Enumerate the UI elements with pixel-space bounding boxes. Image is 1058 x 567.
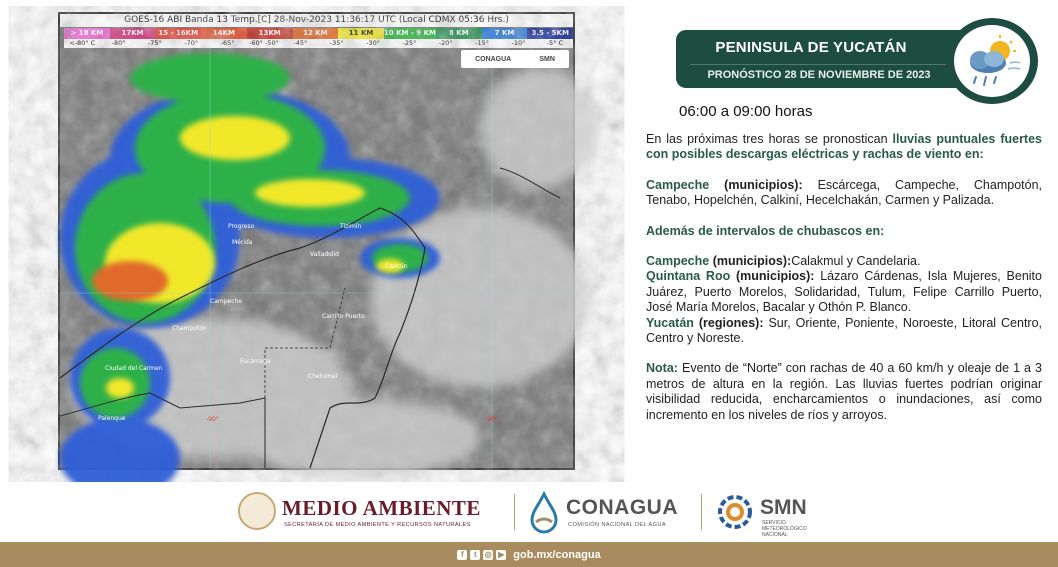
temperature-scale: [64, 39, 573, 48]
scale-temp: -65°: [220, 39, 235, 47]
scale-band: 15 - 16KM: [155, 28, 201, 39]
scale-temp: -10°: [511, 39, 526, 47]
scale-temp: -70°: [184, 39, 199, 47]
logo-divider: [514, 494, 515, 530]
scale-temp: -25°: [402, 39, 417, 47]
scale-temp: -5° C: [546, 39, 564, 47]
scale-band: 13KM: [247, 28, 293, 39]
scale-temp: -75°: [147, 39, 162, 47]
scale-temp: -35°: [329, 39, 344, 47]
scale-band: > 18 KM: [64, 28, 110, 39]
weather-badge: [946, 18, 1038, 104]
website-link[interactable]: gob.mx/conagua: [513, 548, 601, 561]
quintana-roo-showers: Quintana Roo (municipios): Lázaro Cárdenas, Isla Mujeres, Benito Juárez, Puerto Morelos, Solidaridad, Tulum, Felipe Carrillo Puerto, José María Morelos, Bacalar y Othón P. Blanco.: [646, 269, 1042, 315]
scale-band: 8 KM: [436, 28, 482, 39]
conagua-logo: CONAGUA COMISIÓN NACIONAL DEL AGUA: [528, 490, 688, 534]
scale-temp: -20°: [438, 39, 453, 47]
time-range: 06:00 a 09:00 horas: [679, 103, 813, 120]
scale-band: 17KM: [110, 28, 156, 39]
city-label: Palenque: [98, 415, 126, 422]
scale-band: 3.5 - 5KM: [527, 28, 573, 39]
city-label: Mérida: [232, 239, 253, 246]
scale-temp: <-80° C: [69, 39, 96, 47]
city-label: Ciudad del Carmen: [105, 365, 163, 372]
facebook-icon[interactable]: f: [457, 550, 467, 560]
scale-temp: -80°: [111, 39, 126, 47]
gridline-label: -90°: [206, 416, 219, 423]
city-label: Chetumal: [308, 373, 338, 380]
conagua-small-logo: CONAGUA: [475, 55, 512, 63]
city-label: Tizimín: [340, 223, 362, 230]
note-paragraph: Nota: Evento de “Norte” con rachas de 40 a 60 km/h y oleaje de 1 a 3 metros de altura en la región. Las lluvias fuertes podrían originar visibilidad reducida, encharcamientos o inundaciones, así como incremento en los niveles de ríos y arroyos.: [646, 361, 1042, 422]
scale-band: 12 KM: [293, 28, 339, 39]
color-scale: [64, 28, 573, 39]
city-label: Carrillo Puerto: [322, 313, 365, 320]
city-label: Progreso: [228, 223, 255, 230]
footer-bar: [0, 542, 1058, 567]
logo-divider: [701, 494, 702, 530]
scale-temp: -45°: [293, 39, 308, 47]
city-label: Valladolid: [310, 251, 339, 258]
forecast-date: PRONÓSTICO 28 DE NOVIEMBRE DE 2023: [690, 64, 948, 82]
scale-band: 10 KM - 9 KM: [383, 29, 436, 37]
scale-band: 14KM: [201, 28, 247, 39]
instagram-icon[interactable]: ◎: [484, 549, 492, 559]
twitter-icon[interactable]: t: [470, 550, 480, 560]
campeche-storms: Campeche (municipios): Escárcega, Campeche, Champotón, Tenabo, Hopelchén, Calkiní, Hecelchakán, Carmen y Palizada.: [646, 177, 1042, 208]
city-label: Escárcega: [240, 358, 271, 365]
intro-paragraph: En las próximas tres horas se pronostican lluvias puntuales fuertes con posibles descargas eléctricas y rachas de viento en:: [646, 132, 1043, 162]
smn-logo: SMN SERVICIO METEOROLÓGICO NACIONAL: [716, 490, 826, 534]
scale-temp: -15°: [475, 39, 490, 47]
smn-spiral-icon: [716, 493, 754, 531]
weather-rain-sun-icon: [960, 33, 1024, 89]
scale-temp: -60° -50°: [249, 39, 279, 47]
scale-temp: -30°: [366, 39, 380, 47]
city-label: Campeche: [210, 298, 243, 305]
showers-heading: Además de intervalos de chubascos en:: [646, 223, 885, 238]
mexico-emblem-icon: [238, 492, 276, 530]
scale-band: 7 KM: [482, 28, 528, 39]
scale-band: 11 KM: [338, 28, 384, 39]
intro-highlight: lluvias puntuales fuertes con posibles descargas eléctricas y rachas de viento en:: [646, 132, 1043, 162]
satellite-image: [58, 12, 575, 470]
city-label: Champotón: [172, 325, 207, 332]
yucatan-showers: Yucatán (regiones): Sur, Oriente, Poniente, Noroeste, Litoral Centro, Centro y Noreste.: [646, 315, 1043, 346]
conagua-drop-icon: [528, 492, 560, 532]
smn-small-logo: SMN: [539, 55, 555, 63]
medio-ambiente-logo: MEDIO AMBIENTE SECRETARÍA DE MEDIO AMBIENTE Y RECURSOS NATURALES: [238, 490, 500, 534]
satellite-map: [60, 48, 573, 468]
youtube-icon[interactable]: ▶: [498, 549, 505, 559]
forecast-body: [646, 132, 1042, 423]
satellite-title: GOES-16 ABI Banda 13 Temp.[C] 28-Nov-2023 11:36:17 UTC (Local CDMX 05:36 Hrs.): [60, 14, 573, 27]
gridline-label: -90°: [485, 416, 498, 423]
city-label: Cancún: [385, 263, 408, 270]
footer-logos: [0, 482, 1058, 542]
region-title: PENINSULA DE YUCATÁN: [715, 39, 907, 56]
campeche-showers: Campeche (municipios):Calakmul y Candelaria.: [646, 254, 921, 269]
satellite-logos: [461, 50, 569, 68]
